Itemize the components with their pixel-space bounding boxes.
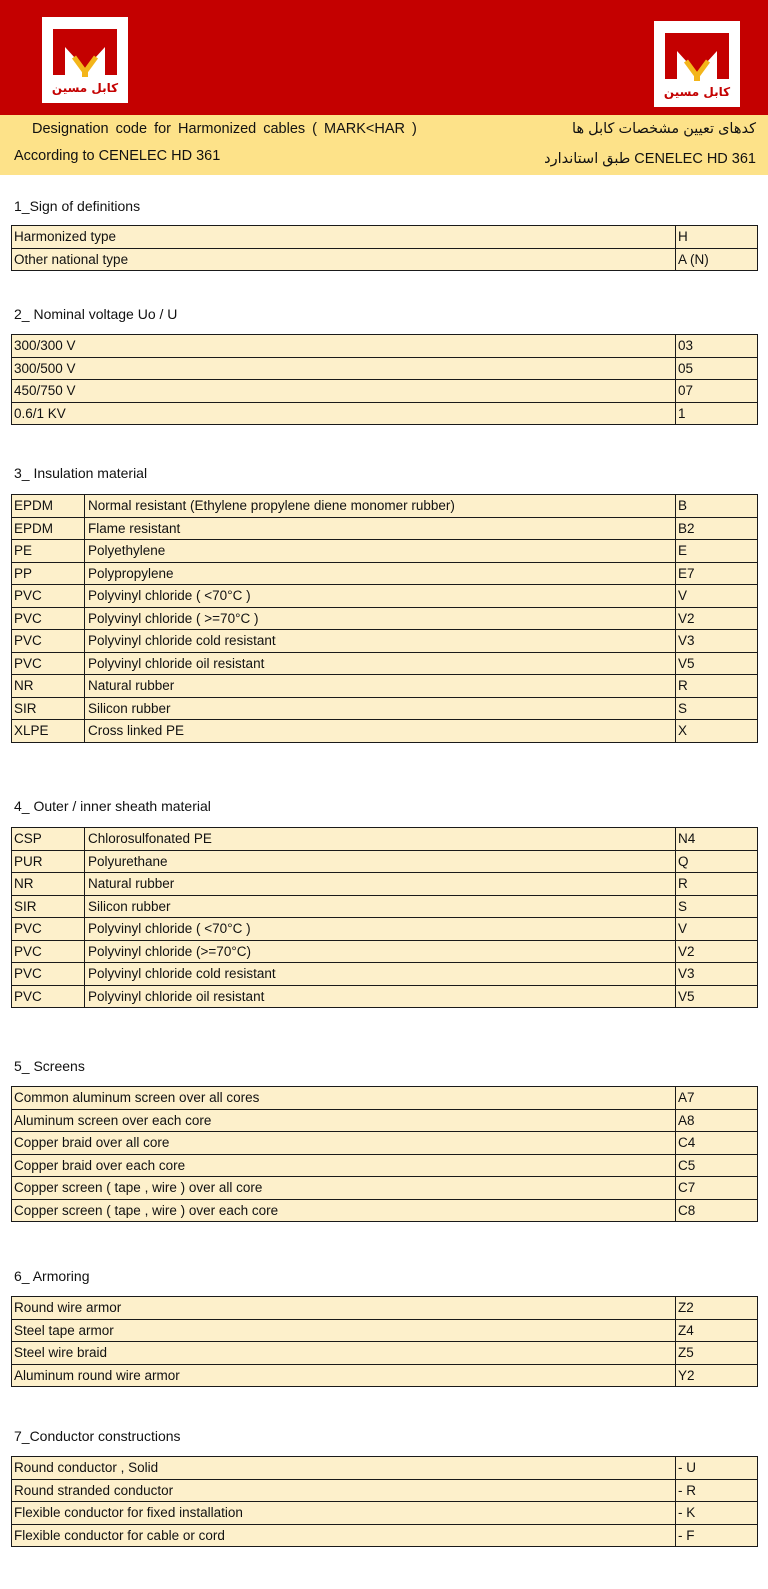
row-label: Harmonized type [12,226,676,249]
table-row [12,828,758,851]
row-abbr: PVC [12,918,85,941]
table-row [12,495,758,518]
row-label: Copper screen ( tape , wire ) over all core [12,1177,676,1200]
row-code: - U [676,1457,758,1480]
row-label: Chlorosulfonated PE [85,828,676,851]
section-title-conductor: 7_Conductor constructions [14,1428,181,1444]
row-label: 0.6/1 KV [12,402,676,425]
table-row [12,562,758,585]
table-row [12,1479,758,1502]
row-code: C8 [676,1199,758,1222]
table-row [12,697,758,720]
table-row [12,652,758,675]
row-label: Polyvinyl chloride (>=70°C) [85,940,676,963]
row-code: 05 [676,357,758,380]
table-row [12,380,758,403]
row-label: Flame resistant [85,517,676,540]
subtitle-fa: طبق استاندارد CENELEC HD 361 [544,151,756,167]
row-label: Cross linked PE [85,720,676,743]
row-abbr: EPDM [12,517,85,540]
row-code: R [676,873,758,896]
table-row [12,720,758,743]
row-label: Round stranded conductor [12,1479,676,1502]
row-code: 03 [676,335,758,358]
table-row [12,963,758,986]
row-code: A7 [676,1087,758,1110]
table-row [12,985,758,1008]
row-code: Z2 [676,1297,758,1320]
table-row [12,675,758,698]
row-abbr: CSP [12,828,85,851]
row-label: Steel wire braid [12,1342,676,1365]
table-insulation [11,494,758,743]
table-row [12,1177,758,1200]
table-row [12,226,758,249]
row-code: H [676,226,758,249]
row-abbr: PVC [12,630,85,653]
row-code: - F [676,1524,758,1547]
row-abbr: PVC [12,652,85,675]
table-row [12,895,758,918]
table-definitions [11,225,758,271]
table-row [12,517,758,540]
row-label: Steel tape armor [12,1319,676,1342]
row-label: Silicon rubber [85,697,676,720]
row-abbr: PVC [12,985,85,1008]
row-label: Copper braid over each core [12,1154,676,1177]
table-armoring [11,1296,758,1387]
row-label: Flexible conductor for fixed installation [12,1502,676,1525]
row-label: Polyvinyl chloride cold resistant [85,630,676,653]
row-abbr: XLPE [12,720,85,743]
row-label: Flexible conductor for cable or cord [12,1524,676,1547]
row-label: Polyvinyl chloride ( >=70°C ) [85,607,676,630]
subtitle-en: According to CENELEC HD 361 [14,148,221,164]
row-label: Polyvinyl chloride cold resistant [85,963,676,986]
row-abbr: SIR [12,697,85,720]
table-row [12,918,758,941]
row-abbr: PVC [12,585,85,608]
table-row [12,585,758,608]
row-label: Common aluminum screen over all cores [12,1087,676,1110]
row-label: Polyethylene [85,540,676,563]
row-label: Round wire armor [12,1297,676,1320]
brand-logo-right [654,21,740,107]
row-abbr: NR [12,675,85,698]
table-row [12,1319,758,1342]
row-abbr: PVC [12,963,85,986]
row-code: V5 [676,985,758,1008]
row-code: N4 [676,828,758,851]
table-row [12,1364,758,1387]
row-label: Polyvinyl chloride oil resistant [85,985,676,1008]
row-label: 450/750 V [12,380,676,403]
title-fa: کدهای تعیین مشخصات کابل ها [572,121,756,137]
row-code: Q [676,850,758,873]
section-title-screens: 5_ Screens [14,1058,85,1074]
table-row [12,1132,758,1155]
table-row [12,630,758,653]
row-code: 1 [676,402,758,425]
row-code: S [676,697,758,720]
row-abbr: PVC [12,940,85,963]
title-band [0,115,768,175]
row-label: 300/300 V [12,335,676,358]
row-code: Z5 [676,1342,758,1365]
row-code: C7 [676,1177,758,1200]
section-title-armoring: 6_ Armoring [14,1268,90,1284]
row-code: V [676,585,758,608]
row-code: X [676,720,758,743]
table-voltage [11,334,758,425]
row-label: Polyvinyl chloride ( <70°C ) [85,585,676,608]
row-code: V2 [676,940,758,963]
table-row [12,1109,758,1132]
row-code: V3 [676,630,758,653]
row-label: Round conductor , Solid [12,1457,676,1480]
logo-m-icon [654,21,740,107]
row-code: - K [676,1502,758,1525]
table-row [12,1342,758,1365]
table-row [12,402,758,425]
table-row [12,1297,758,1320]
table-row [12,607,758,630]
row-code: Z4 [676,1319,758,1342]
table-row [12,357,758,380]
table-row [12,1087,758,1110]
row-code: A8 [676,1109,758,1132]
row-abbr: PP [12,562,85,585]
row-code: E [676,540,758,563]
row-label: 300/500 V [12,357,676,380]
row-label: Other national type [12,248,676,271]
row-label: Polyvinyl chloride ( <70°C ) [85,918,676,941]
row-code: V [676,918,758,941]
section-title-definitions: 1_Sign of definitions [14,198,141,214]
row-label: Silicon rubber [85,895,676,918]
row-abbr: EPDM [12,495,85,518]
row-code: V3 [676,963,758,986]
brand-header-bar [0,0,768,115]
row-abbr: SIR [12,895,85,918]
row-code: V2 [676,607,758,630]
title-en: Designation code for Harmonized cables ( MARK<HAR ) [32,121,417,137]
row-label: Copper braid over all core [12,1132,676,1155]
table-sheath [11,827,758,1008]
table-conductor [11,1456,758,1547]
row-code: E7 [676,562,758,585]
row-label: Natural rubber [85,873,676,896]
row-label: Polyvinyl chloride oil resistant [85,652,676,675]
row-label: Copper screen ( tape , wire ) over each core [12,1199,676,1222]
row-label: Natural rubber [85,675,676,698]
row-code: A (N) [676,248,758,271]
row-label: Normal resistant (Ethylene propylene diene monomer rubber) [85,495,676,518]
row-abbr: PE [12,540,85,563]
row-code: C4 [676,1132,758,1155]
table-row [12,540,758,563]
logo-m-icon [42,17,128,103]
table-row [12,940,758,963]
row-label: Polypropylene [85,562,676,585]
row-code: B2 [676,517,758,540]
row-code: C5 [676,1154,758,1177]
table-row [12,1154,758,1177]
table-row [12,1199,758,1222]
row-code: B [676,495,758,518]
row-code: 07 [676,380,758,403]
section-title-voltage: 2_ Nominal voltage Uo / U [14,306,178,322]
table-row [12,1524,758,1547]
section-title-sheath: 4_ Outer / inner sheath material [14,798,211,814]
logo-text: کابل مسین [663,85,731,99]
row-abbr: PVC [12,607,85,630]
brand-logo-left [42,17,128,103]
row-label: Aluminum round wire armor [12,1364,676,1387]
table-screens [11,1086,758,1222]
row-abbr: NR [12,873,85,896]
row-code: S [676,895,758,918]
row-code: Y2 [676,1364,758,1387]
table-row [12,248,758,271]
row-abbr: PUR [12,850,85,873]
row-code: V5 [676,652,758,675]
table-row [12,1457,758,1480]
section-title-insulation: 3_ Insulation material [14,465,148,481]
table-row [12,335,758,358]
row-code: - R [676,1479,758,1502]
table-row [12,850,758,873]
row-code: R [676,675,758,698]
row-label: Polyurethane [85,850,676,873]
row-label: Aluminum screen over each core [12,1109,676,1132]
table-row [12,873,758,896]
table-row [12,1502,758,1525]
logo-text: کابل مسین [51,81,119,95]
